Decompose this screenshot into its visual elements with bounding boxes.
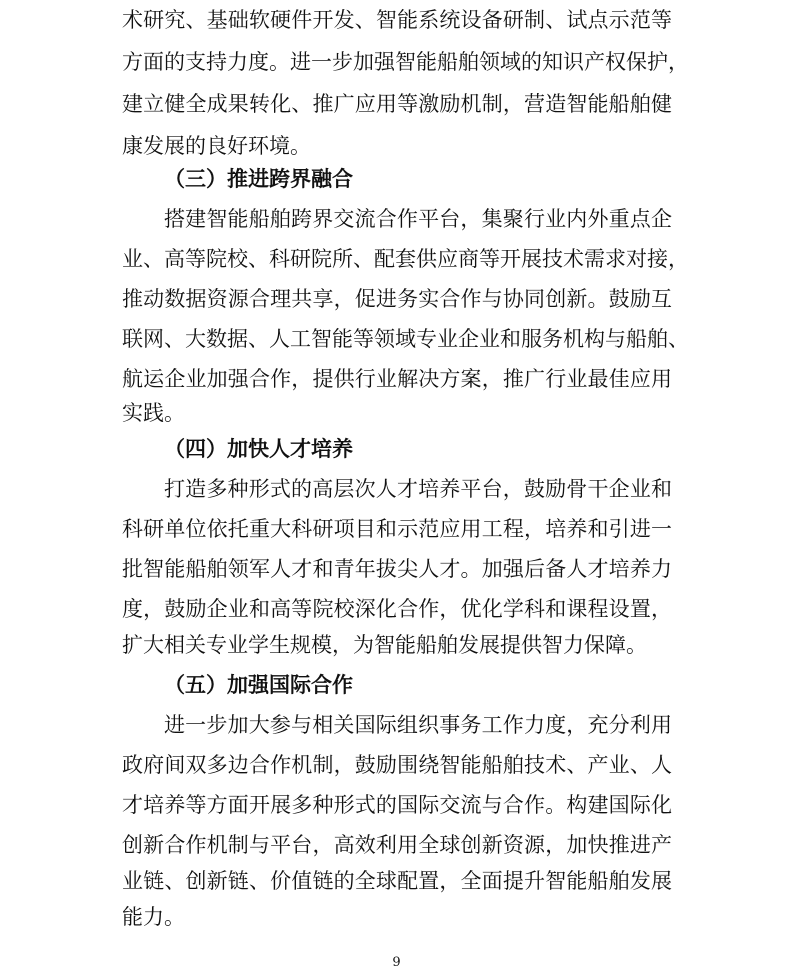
paragraph-line: 业、高等院校、科研院所、配套供应商等开展技术需求对接，: [122, 247, 689, 271]
page-number: 9: [392, 955, 401, 970]
paragraph-line: 联网、大数据、人工智能等领域专业企业和服务机构与船舶、: [122, 327, 689, 351]
section-heading: （四）加快人才培养: [164, 436, 353, 461]
paragraph-line: 搭建智能船舶跨界交流合作平台，集聚行业内外重点企: [164, 207, 672, 231]
paragraph-line: 业链、创新链、价值链的全球配置，全面提升智能船舶发展: [122, 869, 672, 893]
paragraph-line: 扩大相关专业学生规模，为智能船舶发展提供智力保障。: [122, 633, 647, 657]
paragraph-line: 术研究、基础软硬件开发、智能系统设备研制、试点示范等: [122, 8, 672, 32]
section-heading: （三）推进跨界融合: [164, 166, 353, 191]
paragraph-line: 政府间双多边合作机制，鼓励围绕智能船舶技术、产业、人: [122, 753, 672, 777]
paragraph-line: 航运企业加强合作，提供行业解决方案，推广行业最佳应用: [122, 367, 672, 391]
paragraph-line: 能力。: [122, 905, 185, 929]
paragraph-line: 度，鼓励企业和高等院校深化合作，优化学科和课程设置，: [122, 597, 672, 621]
paragraph-line: 建立健全成果转化、推广应用等激励机制，营造智能船舶健: [122, 92, 672, 116]
paragraph-line: 康发展的良好环境。: [122, 134, 311, 158]
paragraph-line: 批智能船舶领军人才和青年拔尖人才。加强后备人才培养力: [122, 557, 672, 581]
paragraph-line: 打造多种形式的高层次人才培养平台，鼓励骨干企业和: [164, 477, 672, 501]
paragraph-line: 实践。: [122, 401, 185, 425]
paragraph-line: 科研单位依托重大科研项目和示范应用工程，培养和引进一: [122, 517, 672, 541]
section-heading: （五）加强国际合作: [164, 672, 353, 697]
paragraph-line: 进一步加大参与相关国际组织事务工作力度，充分利用: [164, 713, 672, 737]
paragraph-line: 创新合作机制与平台，高效利用全球创新资源，加快推进产: [122, 833, 672, 857]
paragraph-line: 推动数据资源合理共享，促进务实合作与协同创新。鼓励互: [122, 287, 672, 311]
paragraph-line: 方面的支持力度。进一步加强智能船舶领域的知识产权保护，: [122, 50, 689, 74]
paragraph-line: 才培养等方面开展多种形式的国际交流与合作。构建国际化: [122, 793, 672, 817]
